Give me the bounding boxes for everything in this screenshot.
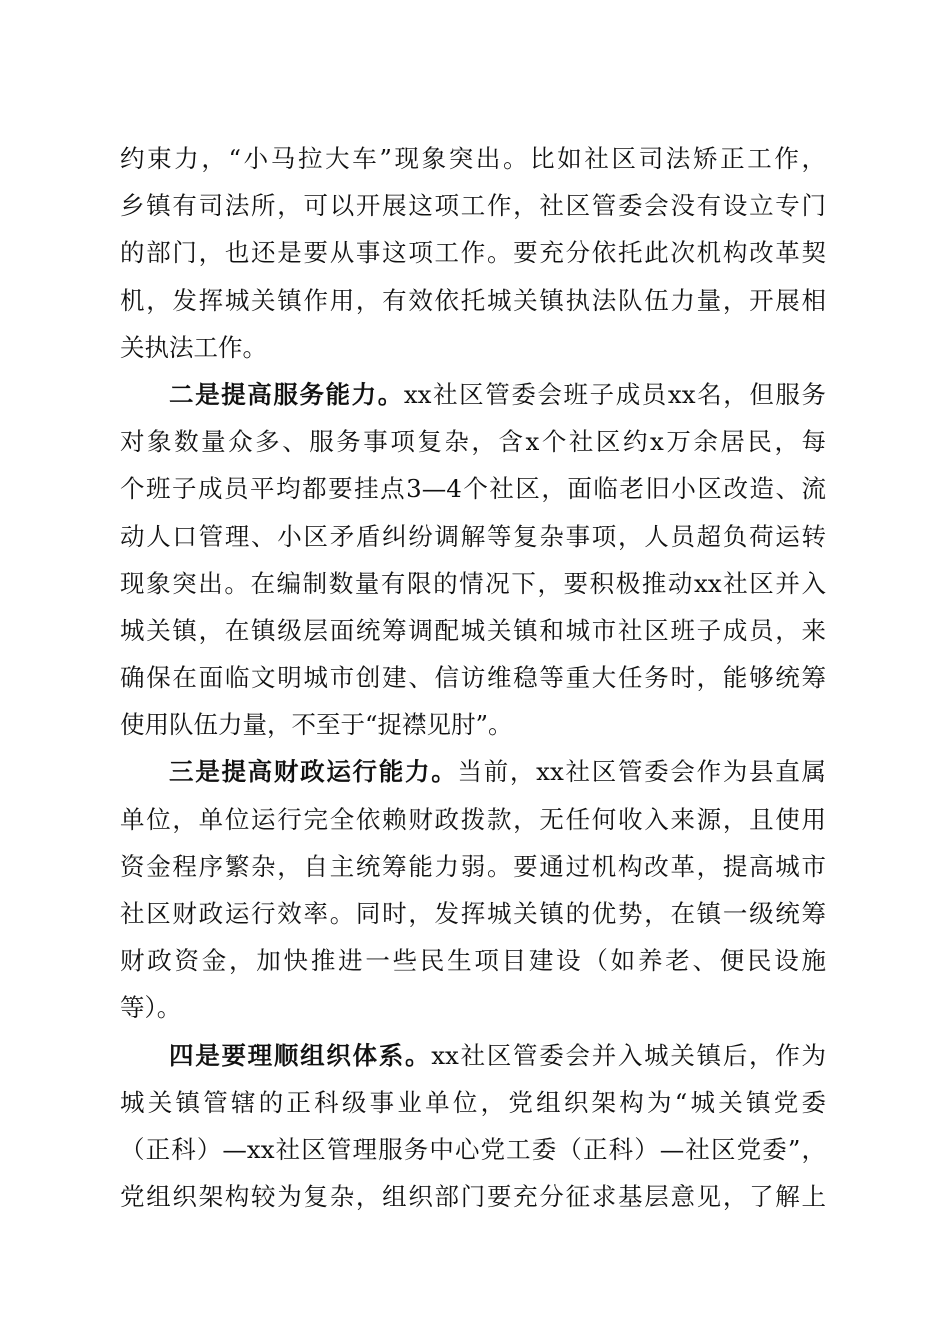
text-line: 城关镇，在镇级层面统筹调配城关镇和城市社区班子成员，来 <box>120 615 826 645</box>
text-line: 单位，单位运行完全依赖财政拨款，无任何收入来源，且使用 <box>120 804 826 834</box>
text-line: 约束力，“小马拉大车”现象突出。比如社区司法矫正工作， <box>120 144 826 173</box>
text-line: 对象数量众多、服务事项复杂，含x个社区约x万余居民，每 <box>120 427 826 457</box>
text-line: 的部门，也还是要从事这项工作。要充分依托此次机构改革契 <box>120 238 826 268</box>
text-line: 关执法工作。 <box>120 332 267 362</box>
document-body <box>120 135 826 1220</box>
paragraph <box>120 371 826 749</box>
text-line: 个班子成员平均都要挂点3—4个社区，面临老旧小区改造、流 <box>120 474 826 504</box>
text-line: 财政资金，加快推进一些民生项目建设（如养老、便民设施 <box>120 946 826 976</box>
text-line: 社区财政运行效率。同时，发挥城关镇的优势，在镇一级统筹 <box>120 899 826 928</box>
text-line: （正科）—xx社区管理服务中心党工委（正科）—社区党委”， <box>120 1134 826 1164</box>
text-line: 党组织架构较为复杂，组织部门要充分征求基层意见，了解上 <box>120 1182 826 1212</box>
paragraph-heading: 三是提高财政运行能力。 <box>169 757 458 787</box>
text-line <box>120 1032 826 1079</box>
paragraph-heading: 二是提高服务能力。 <box>169 379 404 409</box>
text-line: 确保在面临文明城市创建、信访维稳等重大任务时，能够统筹 <box>120 663 826 693</box>
text-line: 乡镇有司法所，可以开展这项工作，社区管委会没有设立专门 <box>120 191 826 221</box>
paragraph <box>120 135 826 371</box>
text-line: 资金程序繁杂，自主统筹能力弱。要通过机构改革，提高城市 <box>120 851 826 881</box>
text-line: 机，发挥城关镇作用，有效依托城关镇执法队伍力量，开展相 <box>120 285 826 315</box>
text-line <box>120 748 826 795</box>
text-line: 动人口管理、小区矛盾纠纷调解等复杂事项，人员超负荷运转 <box>120 521 826 551</box>
text-run: 当前，xx社区管委会作为县直属 <box>457 757 827 787</box>
paragraph-heading: 四是要理顺组织体系。 <box>169 1040 432 1070</box>
text-line: 现象突出。在编制数量有限的情况下，要积极推动xx社区并入 <box>120 568 826 598</box>
paragraph <box>120 1032 826 1221</box>
text-line <box>120 371 826 418</box>
text-line: 等）。 <box>120 993 182 1023</box>
text-run: xx社区管委会并入城关镇后，作为 <box>431 1040 826 1070</box>
text-line: 使用队伍力量，不至于“捉襟见肘”。 <box>120 710 513 740</box>
text-run: xx社区管委会班子成员xx名，但服务 <box>403 379 826 409</box>
text-line: 城关镇管辖的正科级事业单位，党组织架构为“城关镇党委 <box>120 1087 826 1117</box>
paragraph <box>120 748 826 1031</box>
